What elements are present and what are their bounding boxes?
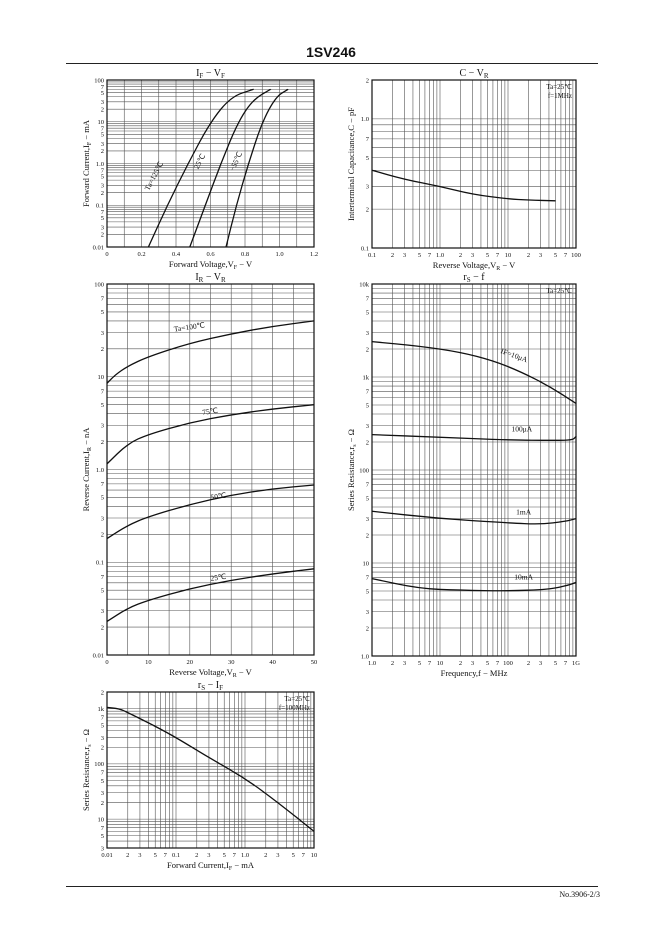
- y-tick-label: 3: [365, 422, 369, 430]
- x-tick-label: 0.4: [171, 251, 181, 258]
- y-tick-label: 5: [100, 309, 104, 317]
- x-tick-label: 0.6: [206, 251, 215, 258]
- chart-ir_vr: [81, 272, 317, 679]
- chart-title: $r_S - I_F$: [197, 680, 224, 692]
- x-tick-label: 2: [195, 852, 199, 859]
- y-tick-label: 2: [100, 106, 104, 114]
- y-tick-label: 2: [365, 77, 369, 85]
- y-tick-label: 7: [365, 136, 369, 144]
- y-tick-label: 3: [100, 790, 104, 798]
- x-tick-label: 5: [417, 660, 422, 667]
- x-tick-label: 1.0: [367, 660, 377, 667]
- x-tick-label: 2: [458, 660, 463, 667]
- y-axis-label: Series $Resistance,r_s - \Omega$: [346, 429, 358, 511]
- y-tick-label: 0.01: [92, 244, 104, 252]
- y-tick-label: 5: [100, 587, 104, 595]
- y-tick-label: 3: [100, 515, 104, 523]
- y-tick-label: 10: [97, 119, 104, 127]
- y-tick-label: 2: [100, 346, 104, 354]
- y-tick-label: 100: [94, 77, 104, 85]
- x-tick-label: 3: [207, 852, 211, 859]
- series-label: −55℃: [227, 150, 245, 173]
- y-tick-label: 5: [365, 588, 369, 596]
- series-label: 1mA: [516, 507, 532, 517]
- y-tick-label: 7: [100, 83, 104, 91]
- y-tick-label: 2: [365, 346, 369, 354]
- y-tick-label: 2: [100, 799, 104, 807]
- x-axis-label: Forward $Current,I_F$ − mA: [167, 860, 254, 872]
- y-tick-label: 7: [365, 295, 369, 303]
- y-tick-label: 5: [365, 495, 369, 503]
- x-tick-label: 0.01: [101, 852, 113, 859]
- y-tick-label: 2: [100, 189, 104, 197]
- y-tick-label: 10: [97, 374, 104, 382]
- x-axis-label: Frequency,f − MHz: [440, 668, 508, 678]
- y-tick-label: 1.0: [95, 160, 104, 168]
- chart-c_vr: [346, 68, 581, 272]
- x-tick-label: 7: [563, 252, 568, 259]
- x-tick-label: 1G: [572, 660, 580, 667]
- y-tick-label: 5: [100, 173, 104, 181]
- y-tick-label: 0.1: [95, 202, 104, 210]
- plot-frame: [372, 80, 576, 248]
- x-tick-label: 0: [105, 251, 109, 258]
- y-tick-label: 7: [100, 167, 104, 175]
- x-tick-label: 2: [390, 660, 395, 667]
- y-tick-label: 100: [94, 281, 104, 289]
- x-tick-label: 3: [402, 660, 407, 667]
- y-tick-label: 2: [100, 231, 104, 239]
- x-tick-label: 5: [222, 852, 226, 859]
- y-tick-label: 3: [100, 422, 104, 430]
- condition-note: f=1MHz: [547, 92, 572, 100]
- series-label: 100μA: [511, 424, 533, 434]
- y-tick-label: 0.1: [95, 559, 104, 567]
- x-tick-label: 7: [163, 852, 167, 859]
- y-tick-label: 10: [97, 816, 104, 824]
- y-tick-label: 7: [365, 481, 369, 489]
- series-label: 25℃: [209, 571, 227, 583]
- y-tick-label: 3: [365, 608, 369, 616]
- y-tick-label: 5: [365, 402, 369, 410]
- condition-note: Ta=25℃: [546, 287, 572, 295]
- x-tick-label: 0.1: [367, 252, 377, 259]
- y-tick-label: 10k: [359, 281, 369, 289]
- x-tick-label: 1.0: [435, 252, 445, 259]
- x-tick-label: 10: [436, 660, 444, 667]
- y-tick-label: 1.0: [360, 653, 369, 661]
- x-tick-label: 5: [291, 852, 295, 859]
- series-label: Ta=125℃: [142, 160, 166, 192]
- x-tick-label: 10: [145, 659, 152, 666]
- y-tick-label: 5: [100, 401, 104, 409]
- y-tick-label: 2: [100, 438, 104, 446]
- x-tick-label: 3: [538, 252, 543, 259]
- x-tick-label: 0.2: [137, 251, 146, 258]
- x-tick-label: 3: [276, 852, 280, 859]
- y-tick-label: 5: [100, 494, 104, 502]
- chart-if_vf: [81, 68, 318, 271]
- y-tick-label: 2: [100, 531, 104, 539]
- doc-number: No.3906-2/3: [559, 890, 600, 899]
- series-line: [372, 511, 576, 524]
- y-tick-label: 3: [100, 734, 104, 742]
- x-tick-label: 0: [105, 659, 109, 666]
- x-axis-label: Forward $Voltage,V_F - V$: [168, 259, 253, 271]
- y-tick-label: 2: [100, 689, 104, 697]
- x-tick-label: 3: [538, 660, 543, 667]
- series-label: IF=10μA: [499, 346, 529, 365]
- y-tick-label: 5: [365, 155, 369, 163]
- x-tick-label: 2: [390, 252, 395, 259]
- y-axis-label: Interterminal Capacitance,C − pF: [346, 107, 356, 221]
- y-axis-label: Series $Resistance,r_s - \Omega$: [81, 729, 93, 811]
- x-tick-label: 30: [227, 659, 235, 666]
- x-tick-label: 20: [186, 659, 194, 666]
- x-tick-label: 100: [503, 660, 513, 667]
- y-tick-label: 5: [100, 833, 104, 841]
- x-tick-label: 50: [310, 659, 318, 666]
- series-label: Ta=100℃: [173, 320, 206, 334]
- y-tick-label: 2: [365, 206, 369, 214]
- y-tick-label: 7: [100, 481, 104, 489]
- y-tick-label: 2: [100, 744, 104, 752]
- y-tick-label: 7: [100, 824, 104, 832]
- x-tick-label: 3: [402, 252, 407, 259]
- y-tick-label: 3: [365, 183, 369, 191]
- chart-rs_if: [81, 680, 317, 872]
- y-tick-label: 100: [94, 761, 104, 769]
- y-tick-label: 1.0: [360, 116, 369, 124]
- y-tick-label: 0.1: [360, 245, 369, 253]
- chart-title: $r_S - f$: [463, 272, 485, 284]
- y-tick-label: 1k: [97, 705, 104, 713]
- x-axis-label: Reverse $Voltage,V_R - V$: [432, 260, 516, 272]
- y-axis-label: Reverse $Current,I_R$ − nA: [81, 427, 93, 512]
- y-tick-label: 5: [365, 309, 369, 317]
- y-tick-label: 7: [100, 209, 104, 217]
- y-tick-label: 3: [365, 329, 369, 337]
- x-tick-label: 5: [553, 252, 558, 259]
- x-axis-label: Reverse $Voltage,V_R - V$: [169, 667, 252, 679]
- condition-note: Ta=25℃: [284, 695, 310, 703]
- x-tick-label: 7: [427, 252, 432, 259]
- chart-title: $I_F - V_F$: [196, 68, 225, 80]
- y-tick-label: 3: [100, 845, 104, 853]
- y-tick-label: 3: [100, 182, 104, 190]
- x-tick-label: 2: [126, 852, 130, 859]
- series-line: [372, 170, 556, 201]
- x-tick-label: 5: [153, 852, 157, 859]
- y-tick-label: 1k: [362, 374, 369, 382]
- y-tick-label: 5: [100, 215, 104, 223]
- x-tick-label: 40: [269, 659, 276, 666]
- y-tick-label: 1.0: [95, 466, 104, 474]
- y-tick-label: 10: [362, 560, 369, 568]
- series-label: 25℃: [191, 152, 208, 171]
- x-tick-label: 5: [485, 660, 490, 667]
- y-tick-label: 3: [100, 224, 104, 232]
- x-tick-label: 7: [563, 660, 568, 667]
- y-tick-label: 7: [100, 388, 104, 396]
- y-tick-label: 3: [100, 99, 104, 107]
- series-line: [372, 435, 576, 441]
- y-tick-label: 7: [365, 574, 369, 582]
- y-tick-label: 7: [100, 295, 104, 303]
- x-tick-label: 7: [232, 852, 236, 859]
- series-label: 75℃: [201, 405, 219, 417]
- y-tick-label: 3: [100, 608, 104, 616]
- y-tick-label: 5: [100, 722, 104, 730]
- x-tick-label: 2: [458, 252, 463, 259]
- chart-title: $I_R - V_R$: [195, 272, 226, 284]
- y-tick-label: 2: [365, 625, 369, 633]
- x-tick-label: 5: [553, 660, 558, 667]
- x-tick-label: 7: [495, 660, 500, 667]
- series-line: [372, 342, 576, 404]
- series-label: 50℃: [209, 490, 227, 502]
- y-tick-label: 7: [100, 769, 104, 777]
- x-tick-label: 7: [427, 660, 432, 667]
- y-tick-label: 5: [100, 89, 104, 97]
- series-line: [372, 579, 576, 591]
- chart-title: $C - V_R$: [459, 68, 489, 80]
- y-tick-label: 3: [365, 515, 369, 523]
- y-tick-label: 2: [365, 532, 369, 540]
- condition-note: Ta=25℃: [546, 83, 572, 91]
- y-tick-label: 100: [359, 467, 369, 475]
- x-tick-label: 3: [470, 252, 475, 259]
- x-tick-label: 5: [417, 252, 422, 259]
- y-tick-label: 7: [365, 388, 369, 396]
- x-tick-label: 3: [138, 852, 142, 859]
- x-tick-label: 5: [485, 252, 490, 259]
- series-label: 10mA: [514, 572, 534, 582]
- x-tick-label: 2: [526, 660, 531, 667]
- x-tick-label: 7: [495, 252, 500, 259]
- x-tick-label: 0.8: [240, 251, 250, 258]
- y-tick-label: 5: [100, 777, 104, 785]
- y-tick-label: 5: [100, 131, 104, 139]
- x-tick-label: 1.2: [309, 251, 319, 258]
- x-tick-label: 2: [264, 852, 268, 859]
- x-tick-label: 7: [301, 852, 305, 859]
- y-axis-label: Forward $Current,I_F$ − mA: [81, 120, 93, 207]
- y-tick-label: 2: [365, 439, 369, 447]
- y-tick-label: 7: [100, 573, 104, 581]
- x-tick-label: 10: [310, 852, 318, 859]
- y-tick-label: 7: [100, 125, 104, 133]
- y-tick-label: 0.01: [92, 652, 104, 660]
- x-tick-label: 3: [470, 660, 475, 667]
- y-tick-label: 2: [100, 624, 104, 632]
- y-tick-label: 3: [100, 329, 104, 337]
- y-tick-label: 2: [100, 148, 104, 156]
- x-tick-label: 2: [526, 252, 531, 259]
- y-tick-label: 3: [100, 140, 104, 148]
- x-tick-label: 1.0: [240, 852, 250, 859]
- x-tick-label: 10: [504, 252, 512, 259]
- x-tick-label: 1.0: [275, 251, 284, 258]
- condition-note: f=100MHz: [278, 704, 310, 712]
- part-number: 1SV246: [306, 44, 356, 60]
- x-tick-label: 0.1: [171, 852, 181, 859]
- chart-rs_f: [346, 272, 580, 678]
- x-tick-label: 100: [571, 252, 581, 259]
- y-tick-label: 7: [100, 714, 104, 722]
